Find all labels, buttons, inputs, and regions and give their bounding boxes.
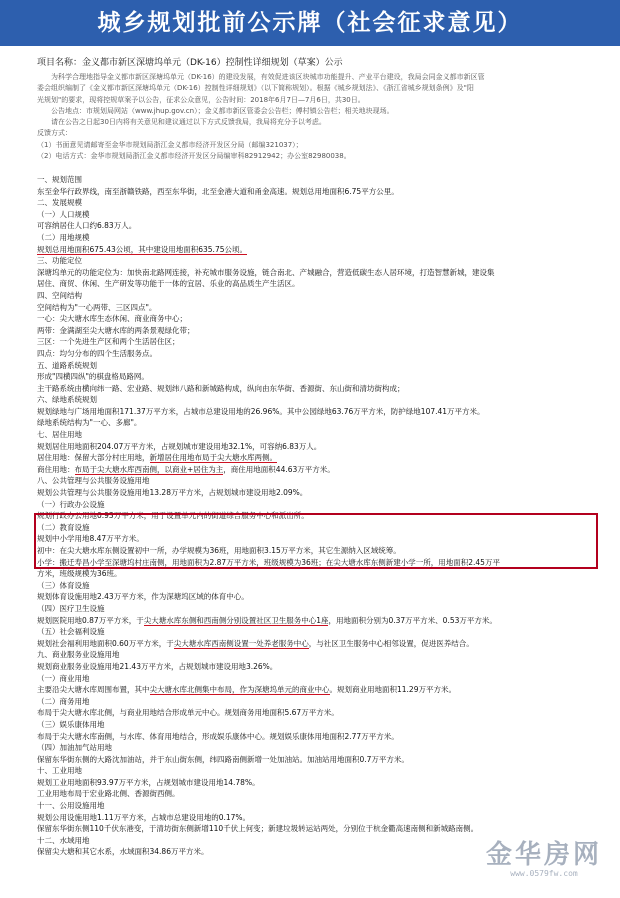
line-text: 三、功能定位 (37, 256, 82, 266)
line-text: 保留东华街东侧110千伏东港变，于清坊街东侧新增110千伏上何变；新建垃圾转运站两处，分别位于杭金衢高速南侧和新城路南侧。 (37, 824, 479, 834)
content-line (37, 290, 597, 302)
content-line (37, 707, 597, 719)
line-text: ，与社区卫生服务中心相邻设置，促进医养结合。 (308, 638, 474, 648)
line-text: 形成"四横四纵"的棋盘格局路网。 (37, 372, 149, 382)
line-text: 十二、水域用地 (37, 835, 90, 845)
line-text: 方米，班级规模为36班。 (37, 569, 122, 579)
content-line (37, 348, 597, 360)
content-line (37, 626, 597, 638)
content-line (37, 591, 597, 603)
line-text: 初中：在尖大塘水库东侧设置初中一所，办学规模为36班，用地面积3.15万平方米，其它生源纳入区域统筹。 (37, 546, 401, 555)
line-text: 一、规划范围 (37, 175, 82, 184)
underlined-text: 尖大塘水库东侧和西南侧分别设置社区卫生服务中心1座 (143, 615, 329, 625)
content-line (37, 186, 597, 198)
line-text: 规划社会福利用地面积0.60万平方米，于 (37, 638, 174, 648)
intro-line: 为科学合理地指导金义都市新区深塘坞单元（DK-16）的建设发展，有效促进该区块城市功能提升、产业平台建设，我局会同金义都市新区管 (51, 73, 485, 81)
content-line (37, 267, 597, 279)
line-text: 二、发展规模 (37, 198, 82, 208)
underlined-text: 布局于尖大塘水库西南侧，以商业+居住为主 (74, 464, 224, 474)
content-line (37, 765, 597, 777)
line-text: （一）人口规模 (37, 209, 90, 219)
content-line (37, 255, 597, 267)
intro-line: 请在公告之日起30日内将有关意见和建议通过以下方式反馈我局，我局将充分予以考虑。 (51, 118, 326, 127)
line-text: （三）娱乐康体用地 (37, 719, 105, 729)
content-line (37, 777, 597, 789)
line-text: 规划公共管理与公共服务设施用地13.28万平方米，占规划城市建设用地2.09%。 (37, 488, 308, 498)
line-text: 规划行政办公用地0.93万平方米，用于设置单元内的街道综合服务中心和派出所。 (37, 511, 309, 521)
content-line (37, 371, 597, 383)
content-line (37, 452, 597, 464)
content-line (37, 220, 597, 232)
line-text: 规划公用设施用地1.11万平方米，占城市总建设用地的0.17%。 (37, 812, 251, 822)
content-line (37, 475, 597, 487)
line-text: 规划商业服务业设施用地21.43万平方米，占规划城市建设用地3.26%。 (37, 661, 278, 671)
content-line (37, 661, 597, 673)
content-line (37, 568, 597, 580)
line-text: 绿地系统结构为"一心、多廊"。 (37, 418, 142, 428)
line-text: 规划医院用地0.87万平方米，于 (37, 615, 144, 625)
line-text: 主干路系统由横向纬一路、宏业路、规划纬八路和新城路构成，纵向由东华街、香源街、东山街和清坊街构成； (37, 383, 405, 393)
line-text: ，商住用地面积44.63万平方米。 (223, 464, 335, 474)
underlined-text: 规划总用地面积675.43公顷，其中建设用地面积635.75公顷。 (37, 244, 247, 254)
line-text: 四、空间结构 (37, 290, 82, 300)
intro-line: 委会组织编制了《金义都市新区深塘坞单元（DK-16）控制性详细规划》（以下简称规划）。根据《城乡规划法》、《浙江省城乡规划条例》及"阳 (37, 84, 474, 93)
content-line (37, 800, 597, 812)
content-line (37, 417, 597, 429)
line-text: 主要沿尖大塘水库周围布置，其中 (37, 685, 150, 695)
line-text: 居住、商贸、休闲、生产研发等功能于一体的宜居、乐业的高品质生产生活区。 (37, 279, 300, 289)
line-text: 东至金华行政界线，南至浙赣铁路，西至东华街，北至金港大道和甬金高速。规划总用地面积6.75平方公里。 (37, 186, 399, 196)
line-text: 规划居住用地面积204.07万平方米，占规划城市建设用地32.1%，可容纳6.83万人。 (37, 441, 322, 451)
content-line (37, 487, 597, 499)
content-line (37, 754, 597, 766)
line-text: 十、工业用地 (37, 766, 82, 776)
line-text: 一心：尖大塘水库生态休闲、商业商务中心； (37, 314, 187, 324)
content-line (37, 406, 597, 418)
page-title: 城乡规划批前公示牌（社会征求意见） (97, 9, 523, 36)
line-text: 保留尖大塘和其它水系，水域面积34.86万平方米。 (37, 847, 209, 857)
content-line (37, 278, 597, 290)
education-highlight-box (34, 513, 598, 569)
line-text: （三）体育设施 (37, 580, 90, 590)
line-text: （二）教育设施 (37, 522, 90, 532)
underlined-text: 新增居住用地布局于尖大塘水库两侧。 (149, 453, 277, 463)
content-line (37, 244, 597, 256)
content-line (37, 441, 597, 453)
intro-line: （1）书面意见请邮寄至金华市规划局浙江金义都市经济开发区分局（邮编321037）； (37, 140, 303, 149)
content-line (37, 812, 597, 824)
line-text: 工业用地布局于宏业路北侧、香源街西侧。 (37, 789, 180, 799)
content-line (37, 232, 597, 244)
line-text: 商住用地： (37, 464, 75, 474)
content-line (37, 615, 597, 627)
watermark-logo (486, 834, 602, 878)
content-line (37, 174, 597, 186)
line-text: 规划体育设施用地2.43万平方米，作为深塘坞区域的体育中心。 (37, 592, 249, 602)
content-line (37, 580, 597, 592)
line-text: 居住用地：保留大部分村庄用地， (37, 453, 150, 463)
line-text: 规划绿地与广场用地面积171.37万平方米，占城市总建设用地的26.96%。其中公园绿地63.76万平方米，防护绿地107.41万平方米。 (37, 406, 485, 416)
line-text: 。规划商业用地面积11.29万平方米。 (329, 685, 456, 695)
content-line (37, 197, 597, 209)
content-line (37, 719, 597, 731)
line-text: （二）商务用地 (37, 696, 90, 706)
line-text: 五、道路系统规划 (37, 360, 97, 370)
line-text: 六、绿地系统规划 (37, 395, 97, 405)
intro-line: 公告地点：市规划局网站（www.jhup.gov.cn）；金义都市新区管委会公告栏；傅村镇公告栏；相关地块现场。 (51, 106, 394, 115)
intro-line: 光规划"的要求，现将控规草案予以公告，征求公众意见，公告时间：2018年6月7日—7月6日，共30日。 (37, 95, 365, 104)
content-line (37, 429, 597, 441)
line-text: （二）用地规模 (37, 232, 90, 242)
intro-line: （2）电话方式：金华市规划局浙江金义都市经济开发区分局编审科82912942；办公室82980038。 (37, 152, 351, 161)
content-line (37, 673, 597, 685)
line-text: 可容纳居住人口约6.83万人。 (37, 221, 137, 231)
intro-line: 反馈方式： (37, 129, 72, 138)
content-line (37, 742, 597, 754)
line-text: （四）加油加气站用地 (37, 743, 112, 753)
underlined-text: 尖大塘水库西南侧设置一处养老服务中心 (173, 638, 309, 648)
line-text: （四）医疗卫生设施 (37, 603, 105, 613)
content-line (37, 209, 597, 221)
line-text: 八、公共管理与公共服务设施用地 (37, 476, 150, 486)
line-text: 深塘坞单元的功能定位为：加快南北路网连接，补充城市服务设施，链合南北、产城融合，营造低碳生态人居环境，打造智慧新城，建设集 (37, 267, 495, 277)
content-line (37, 638, 597, 650)
content-line (37, 731, 597, 743)
content-line (37, 360, 597, 372)
project-name: 项目名称：金义都市新区深塘坞单元（DK-16）控制性详细规划（草案）公示 (37, 58, 343, 68)
line-text: 九、商业服务业设施用地 (37, 650, 120, 660)
content-line (37, 325, 597, 337)
intro-notice (37, 72, 585, 162)
content-line (37, 649, 597, 661)
line-text: （一）商业用地 (37, 673, 90, 683)
line-text: 布局于尖大塘水库北侧，与商业用地结合形成单元中心。规划商务用地面积5.67万平方米。 (37, 708, 339, 718)
content-line (37, 313, 597, 325)
line-text: 三区：一个先进生产区和两个生活居住区； (37, 337, 180, 347)
content-line (37, 464, 597, 476)
content-line (37, 696, 597, 708)
line-text: ，用地面积分别为0.37万平方米、0.53万平方米。 (328, 615, 497, 625)
line-text: 规划中小学用地8.47万平方米。 (37, 534, 144, 544)
line-text: 小学：搬迁寿昌小学至深塘坞村庄南侧，用地面积为2.87万平方米，班级规模为36班；在尖大塘水库东侧新建小学一所，用地面积2.45万平 (37, 557, 500, 567)
underlined-text: 尖大塘水库北侧集中布局，作为深塘坞单元的商业中心 (149, 685, 330, 695)
watermark-name: 金华房网 (485, 840, 602, 870)
content-line (37, 336, 597, 348)
watermark-url: www.0579fw.com (510, 869, 578, 878)
title-banner (0, 0, 620, 46)
content-line (37, 394, 597, 406)
line-text: 空间结构为"一心两带、三区四点"。 (37, 302, 157, 312)
line-text: （五）社会福利设施 (37, 627, 105, 637)
content-line (37, 383, 597, 395)
content-line (37, 603, 597, 615)
content-line (37, 302, 597, 314)
line-text: 保留东华街东侧的大路沈加油站，并于东山街东侧，纬四路南侧新增一处加油站。加油站用地面积0.7万平方米。 (37, 754, 409, 764)
line-text: 七、居住用地 (37, 430, 82, 440)
line-text: 布局于尖大塘水库南侧，与水库、体育用地结合，形成娱乐康体中心。规划娱乐康体用地面积2.77万平方米。 (37, 731, 399, 741)
content-line (37, 788, 597, 800)
line-text: 两带：金满湖至尖大塘水库的两条景观绿化带； (37, 325, 195, 335)
line-text: 四点：均匀分布的四个生活服务点。 (37, 348, 157, 358)
line-text: 十一、公用设施用地 (37, 801, 105, 811)
line-text: （一）行政办公设施 (37, 499, 105, 509)
line-text: 规划工业用地面积93.97万平方米，占规划城市建设用地14.78%。 (37, 777, 260, 787)
content-line (37, 499, 597, 511)
content-line (37, 684, 597, 696)
